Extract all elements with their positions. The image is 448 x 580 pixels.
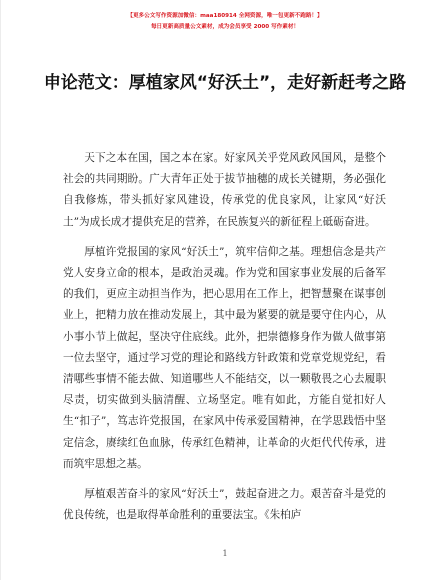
paragraph-patriotism: 厚植许党报国的家风“好沃土”，筑牢信仰之基。理想信念是共产党人安身立命的根本，是政治灵魂。作为党和国家事业发展的后备军的我们，更应主动担当作为，把心思用在工作上，把智慧聚在谋事创业上，把精力放在推动发展上，其中最为紧要的就是要守住内心，从小事小节上做起，坚决守住底线。此外，把崇德修身作为做人做事第一位去坚守，通过学习党的理论和路线方针政策和党章党规党纪，看清哪些事情不能去做、知道哪些人不能结交，以一颗敬畏之心去履职尽责，切实做到头脑清醒、立场坚定。唯有如此，方能自觉扣好人生“扣子”，笃志许党报国，在家风中传承爱国精神，在学思践悟中坚定信念，赓续红色血脉，传承红色精神，让革命的火炬代代传承，进而筑牢思想之基。: [63, 245, 386, 470]
document-title: 申论范文：厚植家风“好沃土”，走好新赶考之路: [43, 73, 407, 93]
page-number: 1: [222, 549, 228, 558]
paragraph-hard-work: 厚植艰苦奋斗的家风“好沃土”，鼓起奋进之力。艰苦奋斗是党的优良传统，也是取得革命胜利的重要法宝。《朱柏庐: [63, 488, 386, 522]
document-body: [63, 148, 386, 535]
promo-banner-line-1: 【更多公文写作资源加微信：maa180914 全网资源，唯一包更新不跑路！】: [127, 13, 323, 19]
paragraph-intro: 天下之本在国，国之本在家。好家风关乎党风政风国风，是整个社会的共同期盼。广大青年正处于拔节抽穗的成长关键期，务必强化自我修炼，带头抓好家风建设，传承党的优良家风，让家风“好沃土”为成长成才提供充足的营养，在民族复兴的新征程上砥砺奋进。: [63, 152, 386, 228]
promo-banner-line-2: 每日更新高质量公文素材，成为会员享受 2000 写作素材！: [150, 24, 300, 30]
